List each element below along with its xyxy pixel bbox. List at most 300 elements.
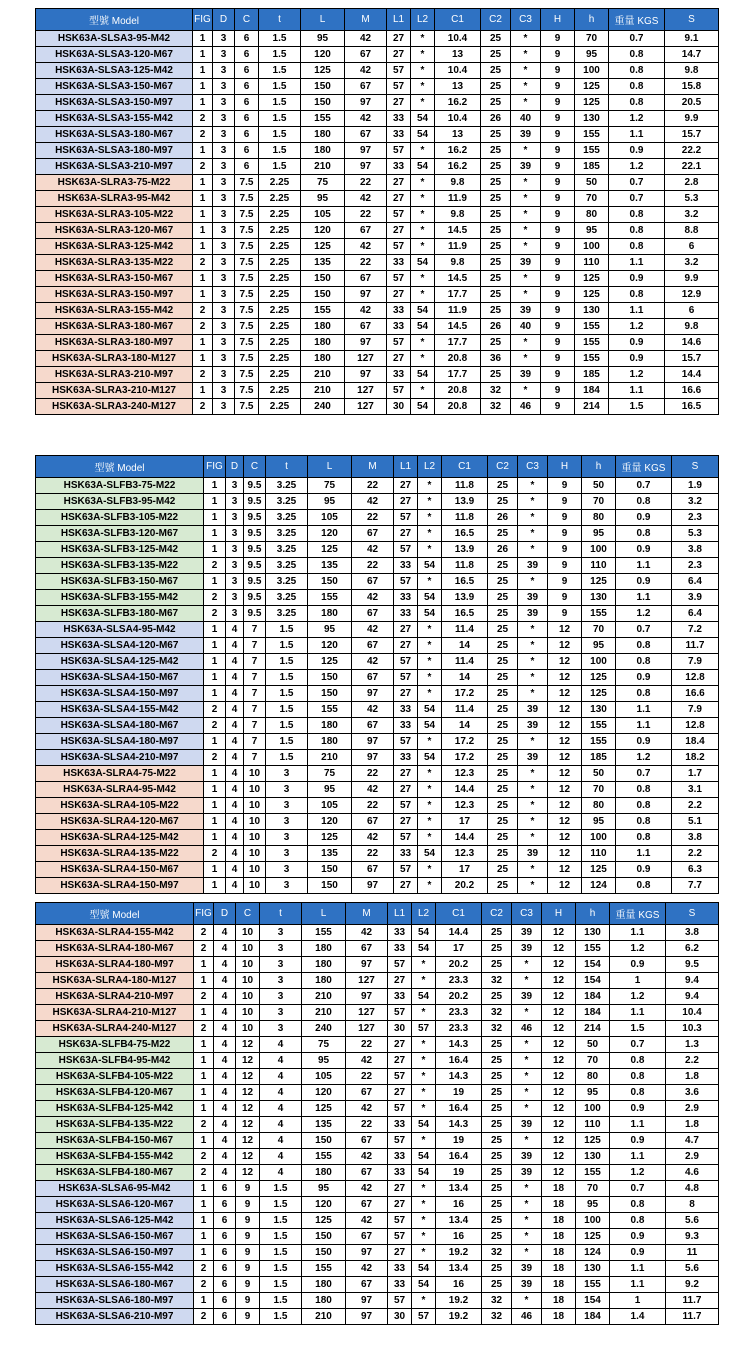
table-cell: 97 [345, 335, 387, 351]
table-cell: 9 [236, 1293, 260, 1309]
table-cell: 12 [236, 1037, 260, 1053]
spec-table-3 [35, 902, 719, 1325]
table-cell: 1 [194, 1213, 214, 1229]
table-cell: 67 [352, 574, 394, 590]
table-cell: 42 [352, 542, 394, 558]
table-cell: 39 [512, 1277, 542, 1293]
table-cell: 2 [204, 846, 226, 862]
table-row [36, 750, 719, 766]
table-cell: 33 [394, 590, 418, 606]
table-cell: 0.7 [609, 31, 665, 47]
table-cell: 8.8 [665, 223, 719, 239]
table-cell: * [412, 1053, 436, 1069]
table-cell: 130 [575, 303, 609, 319]
table-cell: 54 [418, 718, 442, 734]
table-cell: * [518, 510, 548, 526]
table-cell: 4 [214, 1149, 236, 1165]
table-cell: 2.25 [259, 319, 301, 335]
table-cell: 1 [204, 686, 226, 702]
table-cell: 16.5 [442, 574, 488, 590]
table-cell: 12 [548, 670, 582, 686]
table-cell: 4 [214, 1037, 236, 1053]
table-cell: 3 [213, 79, 235, 95]
table-cell: 210 [302, 1309, 346, 1325]
table-cell: * [512, 1053, 542, 1069]
table-cell: 125 [575, 79, 609, 95]
table-cell: 14.4 [442, 782, 488, 798]
table-cell: 14 [442, 718, 488, 734]
table-cell: 20.8 [435, 383, 481, 399]
table-cell: * [411, 63, 435, 79]
table-cell: 26 [481, 111, 511, 127]
table-cell: 4 [214, 1165, 236, 1181]
table-cell: * [518, 622, 548, 638]
table-cell: 1.2 [609, 319, 665, 335]
table-row [36, 191, 719, 207]
table-cell: 67 [346, 1197, 388, 1213]
table-cell: 10.4 [435, 63, 481, 79]
table-cell: 2 [194, 1277, 214, 1293]
table-cell: 210 [308, 750, 352, 766]
table-row [36, 399, 719, 415]
table-cell: 10 [236, 1021, 260, 1037]
table-cell: 1 [194, 1245, 214, 1261]
table-cell: * [512, 1245, 542, 1261]
table-cell: * [418, 478, 442, 494]
table-cell: 1 [193, 335, 213, 351]
model-cell: HSK63A-SLRA4-150-M67 [36, 862, 204, 878]
table-cell: 6.2 [666, 941, 719, 957]
table-cell: 105 [302, 1069, 346, 1085]
table-cell: 0.9 [610, 1101, 666, 1117]
table-cell: 4 [214, 941, 236, 957]
table-row [36, 846, 719, 862]
table-cell: 12 [548, 830, 582, 846]
table-row [36, 1133, 719, 1149]
column-header: C [244, 456, 266, 478]
table-cell: 39 [512, 1165, 542, 1181]
table-cell: 130 [582, 702, 616, 718]
table-cell: 25 [488, 590, 518, 606]
table-cell: 27 [394, 686, 418, 702]
table-cell: 42 [352, 622, 394, 638]
table-cell: 1.5 [259, 143, 301, 159]
table-cell: 70 [575, 191, 609, 207]
table-cell: * [512, 1133, 542, 1149]
table-cell: 39 [511, 303, 541, 319]
table-cell: 1 [204, 862, 226, 878]
table-cell: 95 [301, 31, 345, 47]
table-cell: 6 [235, 111, 259, 127]
table-cell: 2.8 [665, 175, 719, 191]
table-cell: 12 [548, 782, 582, 798]
table-cell: 1.1 [616, 558, 672, 574]
model-cell: HSK63A-SLRA3-125-M42 [36, 239, 193, 255]
table-cell: 39 [512, 989, 542, 1005]
table-cell: 2.25 [259, 271, 301, 287]
table-cell: 0.8 [610, 1053, 666, 1069]
table-cell: 67 [352, 638, 394, 654]
table-cell: * [512, 1197, 542, 1213]
model-cell: HSK63A-SLRA4-135-M22 [36, 846, 204, 862]
table-cell: 184 [576, 1005, 610, 1021]
table-cell: * [411, 287, 435, 303]
table-cell: 25 [482, 1085, 512, 1101]
table-cell: * [518, 830, 548, 846]
table-cell: 27 [394, 766, 418, 782]
table-cell: 180 [301, 351, 345, 367]
table-cell: 20.2 [436, 989, 482, 1005]
table-cell: 27 [388, 1245, 412, 1261]
table-cell: * [518, 878, 548, 894]
table-cell: 40 [511, 111, 541, 127]
table-cell: 33 [394, 606, 418, 622]
table-cell: 42 [346, 1053, 388, 1069]
table-cell: 6 [214, 1245, 236, 1261]
table-cell: 0.7 [616, 478, 672, 494]
table-cell: 125 [576, 1229, 610, 1245]
table-row [36, 590, 719, 606]
table-row [36, 1293, 719, 1309]
table-cell: 1.2 [610, 1165, 666, 1181]
table-cell: * [418, 878, 442, 894]
table-row [36, 1085, 719, 1101]
table-cell: 30 [388, 1021, 412, 1037]
table-cell: 1.2 [609, 367, 665, 383]
table-cell: 25 [482, 1213, 512, 1229]
table-cell: 25 [488, 494, 518, 510]
table-cell: 10.4 [666, 1005, 719, 1021]
model-cell: HSK63A-SLSA4-150-M97 [36, 686, 204, 702]
table-cell: 6 [235, 79, 259, 95]
table-cell: 42 [345, 191, 387, 207]
table-cell: 0.8 [609, 63, 665, 79]
table-cell: 4 [226, 878, 244, 894]
table-cell: * [418, 574, 442, 590]
table-row [36, 223, 719, 239]
model-cell: HSK63A-SLRA3-210-M97 [36, 367, 193, 383]
table-cell: 0.9 [616, 574, 672, 590]
table-cell: 12.8 [672, 718, 719, 734]
table-cell: 22 [352, 510, 394, 526]
table-cell: 7.5 [235, 255, 259, 271]
table-cell: 0.8 [616, 526, 672, 542]
table-cell: 70 [575, 31, 609, 47]
table-cell: 0.9 [609, 143, 665, 159]
table-cell: 14.7 [665, 47, 719, 63]
table-cell: 70 [582, 494, 616, 510]
table-cell: 9 [541, 399, 575, 415]
table-cell: * [412, 973, 436, 989]
table-cell: 95 [302, 1053, 346, 1069]
table-cell: 54 [411, 399, 435, 415]
table-cell: 9.5 [244, 478, 266, 494]
table-cell: 5.3 [665, 191, 719, 207]
table-cell: 12.3 [442, 846, 488, 862]
table-cell: 18.2 [672, 750, 719, 766]
table-cell: * [412, 1037, 436, 1053]
table-cell: 26 [481, 319, 511, 335]
table-cell: 16.5 [665, 399, 719, 415]
table-cell: 4 [226, 814, 244, 830]
table-cell: 150 [301, 271, 345, 287]
table-cell: 1 [204, 878, 226, 894]
table-cell: 120 [308, 814, 352, 830]
table-row [36, 862, 719, 878]
table-cell: 0.8 [616, 782, 672, 798]
table-cell: 1.2 [610, 989, 666, 1005]
table-cell: 97 [352, 734, 394, 750]
column-header: C1 [442, 456, 488, 478]
table-row [36, 1069, 719, 1085]
table-cell: 124 [576, 1245, 610, 1261]
table-cell: 57 [387, 271, 411, 287]
table-cell: 9 [541, 303, 575, 319]
table-cell: 130 [582, 590, 616, 606]
table-cell: 95 [302, 1181, 346, 1197]
table-row [36, 1213, 719, 1229]
table-cell: 9 [541, 239, 575, 255]
table-cell: 9 [236, 1213, 260, 1229]
table-cell: 33 [388, 989, 412, 1005]
column-header: C3 [518, 456, 548, 478]
table-cell: * [411, 79, 435, 95]
table-cell: 1 [204, 478, 226, 494]
table-cell: 5.6 [666, 1261, 719, 1277]
table-cell: 15.7 [665, 127, 719, 143]
table-cell: 2.25 [259, 207, 301, 223]
table-cell: 1.1 [616, 702, 672, 718]
table-cell: 42 [346, 1101, 388, 1117]
table-cell: 20.2 [442, 878, 488, 894]
table-cell: 1.5 [610, 1021, 666, 1037]
table-cell: 97 [346, 1309, 388, 1325]
table-cell: 25 [481, 287, 511, 303]
table-cell: 97 [352, 878, 394, 894]
table-cell: 25 [488, 878, 518, 894]
table-cell: 6 [214, 1261, 236, 1277]
table-cell: 12 [548, 622, 582, 638]
table-cell: 0.7 [609, 175, 665, 191]
column-header: M [345, 9, 387, 31]
table-cell: 120 [301, 47, 345, 63]
table-cell: 2 [193, 303, 213, 319]
table-cell: 9 [541, 159, 575, 175]
table-cell: 27 [387, 47, 411, 63]
column-header: FIG [204, 456, 226, 478]
table-cell: 14.5 [435, 319, 481, 335]
table-cell: 12 [236, 1085, 260, 1101]
model-cell: HSK63A-SLSA4-210-M97 [36, 750, 204, 766]
table-cell: 125 [301, 239, 345, 255]
model-cell: HSK63A-SLSA6-180-M97 [36, 1293, 194, 1309]
table-cell: * [418, 798, 442, 814]
table-cell: 1.5 [260, 1213, 302, 1229]
table-cell: 110 [576, 1117, 610, 1133]
table-cell: * [511, 63, 541, 79]
table-cell: 7.5 [235, 319, 259, 335]
table-cell: 6 [235, 31, 259, 47]
table-cell: 23.3 [436, 1005, 482, 1021]
table-cell: 3.8 [672, 830, 719, 846]
table-cell: 75 [301, 175, 345, 191]
table-cell: 0.8 [609, 239, 665, 255]
table-cell: 155 [308, 702, 352, 718]
table-cell: 25 [482, 1261, 512, 1277]
table-cell: 42 [346, 1261, 388, 1277]
table-cell: 1 [194, 1101, 214, 1117]
table-cell: 3.25 [266, 526, 308, 542]
table-cell: 25 [488, 638, 518, 654]
table-cell: 25 [488, 670, 518, 686]
table-cell: 9 [541, 383, 575, 399]
table-cell: 25 [481, 271, 511, 287]
table-cell: 9.8 [665, 319, 719, 335]
table-cell: 54 [411, 367, 435, 383]
table-cell: 10 [236, 1005, 260, 1021]
column-header: C [236, 903, 260, 925]
table-cell: 2 [204, 750, 226, 766]
column-header: D [213, 9, 235, 31]
table-cell: 70 [576, 1181, 610, 1197]
table-cell: 97 [345, 95, 387, 111]
table-cell: * [418, 622, 442, 638]
table-cell: 135 [301, 255, 345, 271]
table-cell: 12 [542, 1117, 576, 1133]
table-cell: 25 [488, 766, 518, 782]
table-cell: 125 [582, 574, 616, 590]
table-cell: 9.8 [435, 207, 481, 223]
table-cell: 23.3 [436, 973, 482, 989]
table-cell: 10 [244, 814, 266, 830]
table-cell: 4 [260, 1053, 302, 1069]
table-cell: 39 [518, 846, 548, 862]
table-cell: 154 [576, 1293, 610, 1309]
table-cell: 3 [266, 830, 308, 846]
table-cell: 10 [244, 862, 266, 878]
table-cell: 3.25 [266, 542, 308, 558]
table-cell: 9 [548, 590, 582, 606]
table-cell: 95 [308, 782, 352, 798]
table-cell: 1 [194, 957, 214, 973]
table-row [36, 670, 719, 686]
table-cell: 1 [204, 494, 226, 510]
table-cell: 12 [548, 718, 582, 734]
table-cell: * [412, 1085, 436, 1101]
table-cell: 9.5 [244, 590, 266, 606]
table-cell: 4 [260, 1117, 302, 1133]
table-cell: 95 [301, 191, 345, 207]
model-cell: HSK63A-SLRA3-180-M127 [36, 351, 193, 367]
table-cell: * [418, 782, 442, 798]
table-cell: 25 [488, 478, 518, 494]
table-cell: 12 [236, 1165, 260, 1181]
table-cell: 3 [213, 175, 235, 191]
table-cell: 25 [481, 159, 511, 175]
table-cell: 54 [412, 1117, 436, 1133]
table-cell: 2.3 [672, 558, 719, 574]
table-cell: 25 [482, 1229, 512, 1245]
table-cell: 12 [236, 1117, 260, 1133]
table-cell: 67 [352, 526, 394, 542]
table-cell: * [418, 766, 442, 782]
table-cell: 33 [388, 1149, 412, 1165]
table-cell: 1.5 [259, 95, 301, 111]
table-cell: * [411, 239, 435, 255]
table-cell: 1.5 [266, 750, 308, 766]
table-cell: 1.5 [266, 670, 308, 686]
table-cell: 7 [244, 622, 266, 638]
table-cell: 16.2 [435, 95, 481, 111]
table-cell: 3 [213, 383, 235, 399]
table-cell: 3 [213, 31, 235, 47]
table-cell: 1 [193, 271, 213, 287]
table-cell: 1.5 [259, 159, 301, 175]
table-row [36, 478, 719, 494]
table-row [36, 1197, 719, 1213]
model-cell: HSK63A-SLRA3-155-M42 [36, 303, 193, 319]
table-cell: 33 [387, 127, 411, 143]
model-cell: HSK63A-SLFB4-120-M67 [36, 1085, 194, 1101]
table-cell: * [418, 670, 442, 686]
table-cell: 12 [236, 1069, 260, 1085]
table-cell: 27 [388, 1053, 412, 1069]
table-cell: 57 [388, 1069, 412, 1085]
table-cell: 155 [576, 1165, 610, 1181]
table-cell: 39 [518, 606, 548, 622]
table-cell: 180 [302, 941, 346, 957]
table-row [36, 111, 719, 127]
table-cell: * [418, 638, 442, 654]
table-cell: 33 [387, 303, 411, 319]
table-cell: 25 [482, 1277, 512, 1293]
table-cell: 7.9 [672, 702, 719, 718]
table-row [36, 989, 719, 1005]
table-cell: 27 [394, 814, 418, 830]
table-cell: 3.25 [266, 510, 308, 526]
table-cell: 3.8 [672, 542, 719, 558]
column-header: 重量 KGS [610, 903, 666, 925]
table-cell: 25 [481, 63, 511, 79]
table-cell: * [411, 143, 435, 159]
table-cell: 9 [236, 1309, 260, 1325]
table-cell: 57 [388, 1213, 412, 1229]
table-cell: 4 [226, 750, 244, 766]
table-cell: 11.9 [435, 239, 481, 255]
table-cell: 97 [345, 287, 387, 303]
table-cell: 2.9 [666, 1149, 719, 1165]
table-cell: * [412, 1293, 436, 1309]
table-cell: 1 [204, 766, 226, 782]
table-cell: 4 [226, 686, 244, 702]
table-cell: 9 [236, 1261, 260, 1277]
table-cell: 6 [665, 303, 719, 319]
table-cell: 57 [394, 654, 418, 670]
table-cell: 12 [542, 1021, 576, 1037]
table-cell: 80 [582, 798, 616, 814]
table-cell: 18.4 [672, 734, 719, 750]
model-cell: HSK63A-SLFB3-120-M67 [36, 526, 204, 542]
table-cell: 0.8 [616, 494, 672, 510]
table-cell: 20.8 [435, 351, 481, 367]
table-cell: 110 [582, 558, 616, 574]
column-header: L [301, 9, 345, 31]
table-cell: 3 [213, 399, 235, 415]
table-cell: 4 [214, 1085, 236, 1101]
table-row [36, 63, 719, 79]
table-cell: 42 [345, 111, 387, 127]
table-cell: 1 [204, 798, 226, 814]
